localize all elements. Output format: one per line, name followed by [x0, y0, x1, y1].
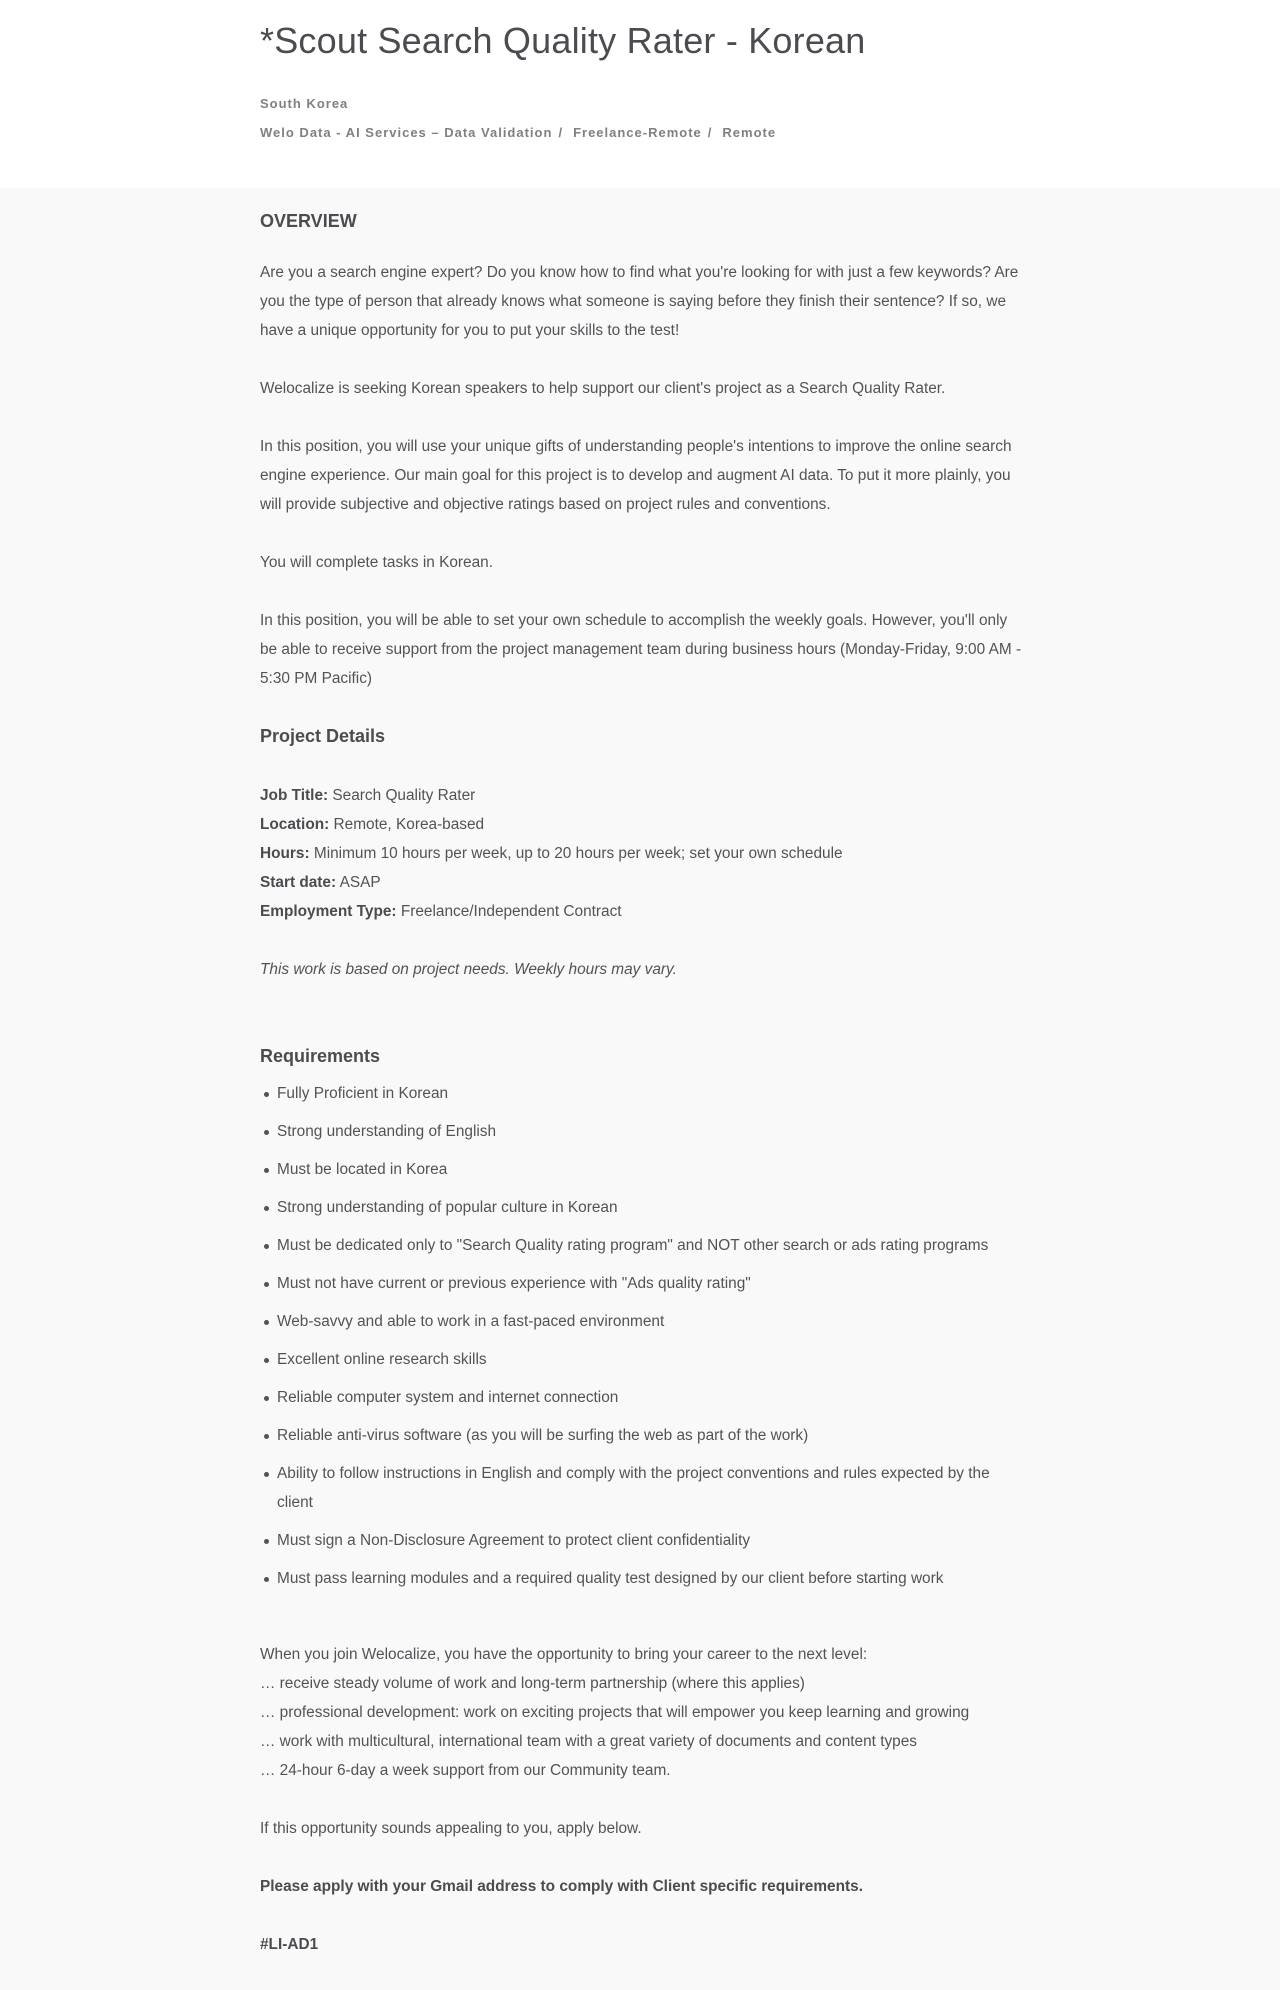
- detail-label: Hours:: [260, 845, 310, 862]
- job-title: *Scout Search Quality Rater - Korean: [260, 20, 866, 61]
- linkedin-tag: [260, 1930, 1025, 1959]
- benefits-intro: When you join Welocalize, you have the opportunity to bring your career to the next level:: [260, 1646, 868, 1663]
- gmail-note-text: Please apply with your Gmail address to comply with Client specific requirements.: [260, 1878, 863, 1895]
- requirement-item: Must sign a Non-Disclosure Agreement to protect client confidentiality: [260, 1526, 1025, 1555]
- requirement-item: Excellent online research skills: [260, 1345, 1025, 1374]
- detail-value: Search Quality Rater: [332, 787, 476, 804]
- requirements-list: [260, 1079, 1025, 1593]
- requirements-heading: Requirements: [260, 1046, 381, 1066]
- category-workplace: Remote: [722, 125, 777, 140]
- benefit-line: … professional development: work on exciting projects that will empower you keep learning and growing: [260, 1704, 970, 1721]
- job-categories: [260, 125, 776, 140]
- apply-text: If this opportunity sounds appealing to you, apply below.: [260, 1820, 642, 1837]
- requirement-item: Must pass learning modules and a required quality test designed by our client before starting work: [260, 1564, 1025, 1593]
- linkedin-tag-text: #LI-AD1: [260, 1936, 319, 1953]
- requirement-item: Strong understanding of popular culture in Korean: [260, 1193, 1025, 1222]
- requirement-item: Fully Proficient in Korean: [260, 1079, 1025, 1108]
- detail-row: [260, 868, 1025, 897]
- requirement-item: Strong understanding of English: [260, 1117, 1025, 1146]
- requirement-item: Must not have current or previous experience with "Ads quality rating": [260, 1269, 1025, 1298]
- hours-note-text: This work is based on project needs. Weekly hours may vary.: [260, 961, 677, 978]
- detail-row: [260, 781, 1025, 810]
- detail-label: Location:: [260, 816, 330, 833]
- detail-label: Job Title:: [260, 787, 329, 804]
- detail-row: [260, 810, 1025, 839]
- detail-value: ASAP: [339, 874, 381, 891]
- benefits-block: [260, 1640, 1025, 1785]
- category-separator: /: [558, 125, 564, 140]
- requirement-item: Ability to follow instructions in English and comply with the project conventions and rules expected by the client: [260, 1459, 1025, 1517]
- requirement-item: Must be located in Korea: [260, 1155, 1025, 1184]
- detail-row: [260, 839, 1025, 868]
- requirement-item: Reliable anti-virus software (as you will be surfing the web as part of the work): [260, 1421, 1025, 1450]
- detail-label: Start date:: [260, 874, 337, 891]
- overview-heading: OVERVIEW: [260, 211, 357, 231]
- detail-value: Freelance/Independent Contract: [400, 903, 622, 920]
- overview-paragraph: You will complete tasks in Korean.: [260, 554, 493, 571]
- gmail-note: [260, 1872, 1025, 1901]
- benefit-line: … receive steady volume of work and long-term partnership (where this applies): [260, 1675, 805, 1692]
- project-details-heading: Project Details: [260, 726, 386, 746]
- overview-paragraph: In this position, you will be able to set your own schedule to accomplish the weekly goals. However, you'll only be able to receive support from the project management team during business hours (Monday-Friday, 9:00 AM - 5:30 PM Pacific): [260, 612, 1022, 687]
- posting-header: [0, 0, 1280, 188]
- category-department: Welo Data - AI Services – Data Validation: [260, 125, 553, 140]
- benefit-line: … work with multicultural, international team with a great variety of documents and content types: [260, 1733, 917, 1750]
- requirement-item: Must be dedicated only to "Search Quality rating program" and NOT other search or ads rating programs: [260, 1231, 1025, 1260]
- benefit-line: … 24-hour 6-day a week support from our Community team.: [260, 1762, 671, 1779]
- overview-paragraph: Welocalize is seeking Korean speakers to help support our client's project as a Search Quality Rater.: [260, 380, 946, 397]
- project-details-list: [260, 781, 1025, 926]
- detail-value: Remote, Korea-based: [333, 816, 485, 833]
- requirement-item: Reliable computer system and internet connection: [260, 1383, 1025, 1412]
- overview-paragraph: Are you a search engine expert? Do you know how to find what you're looking for with just a few keywords? Are you the type of person that already knows what someone is saying before they finish their sentence? If so, we have a unique opportunity for you to put your skills to the test!: [260, 264, 1019, 339]
- job-location: South Korea: [260, 96, 349, 111]
- category-separator: /: [707, 125, 713, 140]
- detail-row: [260, 897, 1025, 926]
- category-commitment: Freelance-Remote: [573, 125, 702, 140]
- overview-paragraph: In this position, you will use your unique gifts of understanding people's intentions to improve the online search engine experience. Our main goal for this project is to develop and augment AI data. To put it more plainly, you will provide subjective and objective ratings based on project rules and conventions.: [260, 438, 1012, 513]
- detail-value: Minimum 10 hours per week, up to 20 hours per week; set your own schedule: [313, 845, 843, 862]
- detail-label: Employment Type:: [260, 903, 397, 920]
- hours-note: [260, 955, 1025, 984]
- posting-description: [260, 188, 1025, 1959]
- requirement-item: Web-savvy and able to work in a fast-paced environment: [260, 1307, 1025, 1336]
